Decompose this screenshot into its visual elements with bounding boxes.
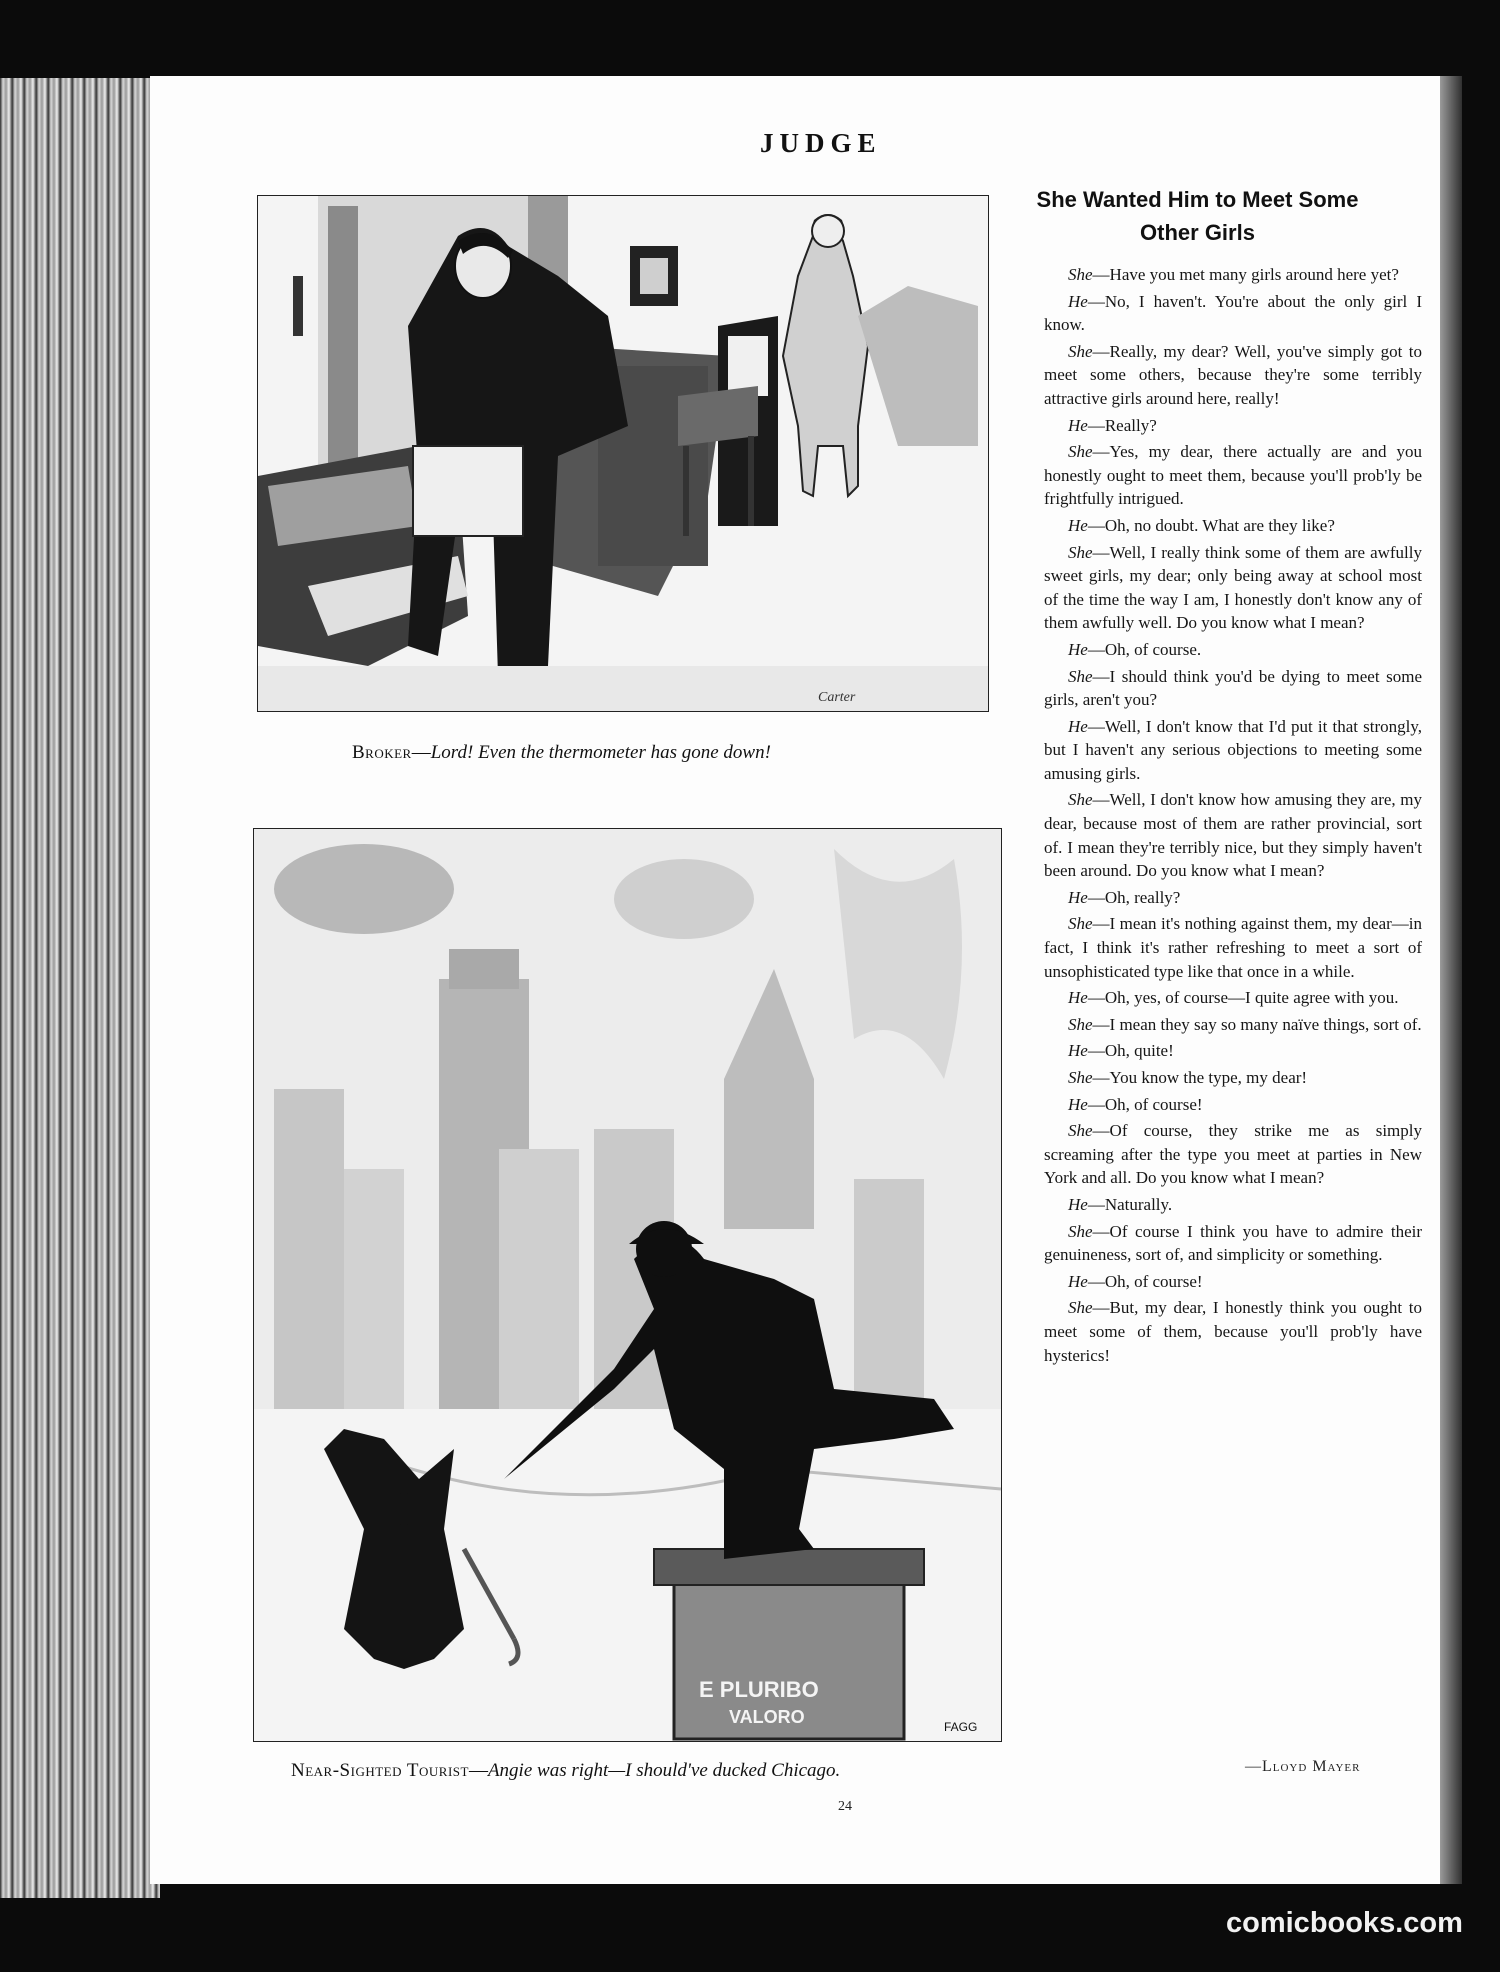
dialogue-line: She—Of course I think you have to admire their genuineness, sort of, and simplicity or something. [1044, 1221, 1422, 1265]
dialogue-line: He—Oh, really? [1068, 887, 1181, 907]
dialogue-speaker: She [1068, 1221, 1093, 1241]
tourist-cartoon-illustration [253, 828, 1002, 1742]
article-title: She Wanted Him to Meet Some Other Girls [1036, 187, 1359, 245]
dialogue-speaker: He [1068, 1194, 1088, 1214]
dialogue-speaker: He [1068, 515, 1088, 535]
dialogue-line: She—Have you met many girls around here yet? [1068, 265, 1399, 284]
dialogue-line: She—Of course, they strike me as simply screaming after the type you meet at parties in New York and all. Do you know what I mean? [1044, 1121, 1422, 1188]
page-number: 24 [838, 1799, 852, 1814]
dialogue-text: Well, I really think some of them are awfully sweet girls, my dear; only being away at school most of the time the way I am, I honestly don't know any of them awfully well. Do you know what I mean? [1044, 542, 1422, 633]
tourist-cartoon-signature: FAGG [944, 1720, 978, 1734]
dialogue-speaker: He [1068, 887, 1088, 907]
dialogue-line: She—Well, I really think some of them are awfully sweet girls, my dear; only being away at school most of the time the way I am, I honestly don't know any of them awfully well. Do you know what I mean? [1044, 542, 1422, 633]
dialogue-line: He—Oh, of course! [1068, 1271, 1203, 1291]
dialogue-speaker: He [1068, 415, 1088, 435]
dialogue-speaker: She [1068, 1014, 1093, 1034]
dialogue-line: He—No, I haven't. You're about the only girl I know. [1044, 291, 1422, 335]
dialogue-speaker: She [1068, 542, 1093, 562]
dialogue-line: He—Naturally. [1068, 1194, 1173, 1214]
dialogue-speaker: He [1068, 1041, 1088, 1061]
broker-cartoon-signature: Carter [818, 690, 856, 705]
tourist-caption-text: Angie was right—I should've ducked Chicago. [487, 1760, 841, 1781]
dialogue-line: She—Yes, my dear, there actually are and you honestly ought to meet them, because you'll prob'ly be frightfully intrigued. [1044, 442, 1422, 509]
statue-inscription-line-2: VALORO [729, 1707, 805, 1727]
dialogue-speaker: He [1068, 988, 1088, 1008]
dialogue-text: Well, I don't know that I'd put it that strongly, but I haven't any serious objections to meeting some amusing girls. [1044, 716, 1422, 783]
dialogue-speaker: He [1068, 1094, 1088, 1114]
book-page-edges [0, 78, 160, 1898]
watermark: comicbooks.com [1226, 1907, 1463, 1939]
dialogue-text: Well, I don't know how amusing they are, my dear, because most of them are rather provincial, sort of. I mean they're terribly nice, but they simply haven't been around. Do you know what I mean? [1044, 790, 1422, 881]
dialogue-text: Really, my dear? Well, you've simply got to meet some others, because they're some terribly attractive girls around here, really! [1044, 341, 1422, 408]
dialogue-speaker: She [1068, 1298, 1093, 1318]
dialogue-speaker: She [1068, 265, 1093, 284]
dialogue-line: She—Really, my dear? Well, you've simply got to meet some others, because they're some terribly attractive girls around here, really! [1044, 341, 1422, 408]
dialogue-speaker: She [1068, 1121, 1093, 1141]
dialogue-speaker: She [1068, 341, 1093, 361]
broker-cartoon-caption: Broker—Lord! Even the thermometer has gone down! [352, 742, 771, 763]
dialogue-speaker: He [1068, 291, 1088, 311]
dialogue-line: He—Oh, of course! [1068, 1094, 1203, 1114]
dialogue-text: I mean they say so many naïve things, sort of. [1109, 1014, 1422, 1034]
dialogue-text: Naturally. [1104, 1194, 1173, 1214]
broker-caption-speaker: Broker [352, 742, 412, 763]
dialogue-text: Oh, of course! [1104, 1094, 1203, 1114]
broker-caption-text: Lord! Even the thermometer has gone down! [430, 742, 771, 763]
dialogue-line: He—Oh, no doubt. What are they like? [1068, 515, 1335, 535]
dialogue-line: She—But, my dear, I honestly think you ought to meet some of them, because you'll prob'ly have hysterics! [1044, 1298, 1422, 1365]
dialogue-text: No, I haven't. You're about the only girl I know. [1044, 291, 1422, 335]
dialogue-line: She—Well, I don't know how amusing they are, my dear, because most of them are rather provincial, sort of. I mean they're terribly nice, but they simply haven't been around. Do you know what I mean? [1044, 790, 1422, 881]
dialogue-text: I mean it's nothing against them, my dear—in fact, I think it's rather refreshing to meet a sort of unsophisticated type like that once in a while. [1044, 914, 1422, 981]
dialogue-column [1044, 263, 1422, 1370]
dialogue-speaker: She [1068, 442, 1093, 462]
dialogue-text: Oh, of course! [1104, 1271, 1203, 1291]
dialogue-text: Of course, they strike me as simply screaming after the type you meet at parties in New York and all. Do you know what I mean? [1044, 1121, 1422, 1188]
dialogue-text: But, my dear, I honestly think you ought to meet some of them, because you'll prob'ly have hysterics! [1044, 1298, 1422, 1365]
dialogue-text: Oh, quite! [1104, 1041, 1174, 1061]
dialogue-line: She—I mean they say so many naïve things, sort of. [1068, 1014, 1422, 1034]
dialogue-speaker: She [1068, 666, 1093, 686]
dialogue-text: Oh, really? [1104, 887, 1181, 907]
dialogue-text: I should think you'd be dying to meet some girls, aren't you? [1044, 666, 1422, 710]
statue-inscription-line-1: E PLURIBO [699, 1677, 819, 1702]
tourist-cartoon-caption: Near-Sighted Tourist—Angie was right—I should've ducked Chicago. [291, 1760, 841, 1781]
dialogue-speaker: She [1068, 1068, 1093, 1087]
dialogue-line: He—Oh, of course. [1068, 639, 1202, 659]
dialogue-text: Yes, my dear, there actually are and you honestly ought to meet them, because you'll prob'ly be frightfully intrigued. [1044, 442, 1422, 509]
dialogue-line: He—Oh, yes, of course—I quite agree with you. [1068, 988, 1399, 1008]
dialogue-text: You know the type, my dear! [1109, 1068, 1308, 1087]
dialogue-text: Of course I think you have to admire their genuineness, sort of, and simplicity or something. [1044, 1221, 1422, 1265]
dialogue-speaker: She [1068, 914, 1093, 934]
dialogue-text: Oh, no doubt. What are they like? [1104, 515, 1335, 535]
dialogue-speaker: He [1068, 716, 1088, 736]
dialogue-line: He—Really? [1068, 415, 1157, 435]
dialogue-line: She—I should think you'd be dying to meet some girls, aren't you? [1044, 666, 1422, 710]
dialogue-line: He—Oh, quite! [1068, 1041, 1174, 1061]
dialogue-speaker: He [1068, 1271, 1088, 1291]
article-byline: —Lloyd Mayer [1245, 1758, 1361, 1775]
dialogue-text: Oh, yes, of course—I quite agree with you. [1104, 988, 1399, 1008]
broker-cartoon-illustration [257, 195, 989, 712]
masthead: JUDGE [760, 128, 882, 158]
dialogue-speaker: She [1068, 790, 1093, 810]
dialogue-line: She—I mean it's nothing against them, my dear—in fact, I think it's rather refreshing to meet a sort of unsophisticated type like that once in a while. [1044, 914, 1422, 981]
dialogue-line: He—Well, I don't know that I'd put it that strongly, but I haven't any serious objections to meeting some amusing girls. [1044, 716, 1422, 783]
dialogue-speaker: He [1068, 639, 1088, 659]
dialogue-text: Oh, of course. [1104, 639, 1202, 659]
dialogue-text: Have you met many girls around here yet? [1109, 265, 1399, 284]
tourist-caption-speaker: Near-Sighted Tourist [291, 1760, 469, 1781]
page-gutter-shadow [1440, 76, 1462, 1884]
dialogue-text: Really? [1104, 415, 1157, 435]
dialogue-line: She—You know the type, my dear! [1068, 1068, 1308, 1087]
